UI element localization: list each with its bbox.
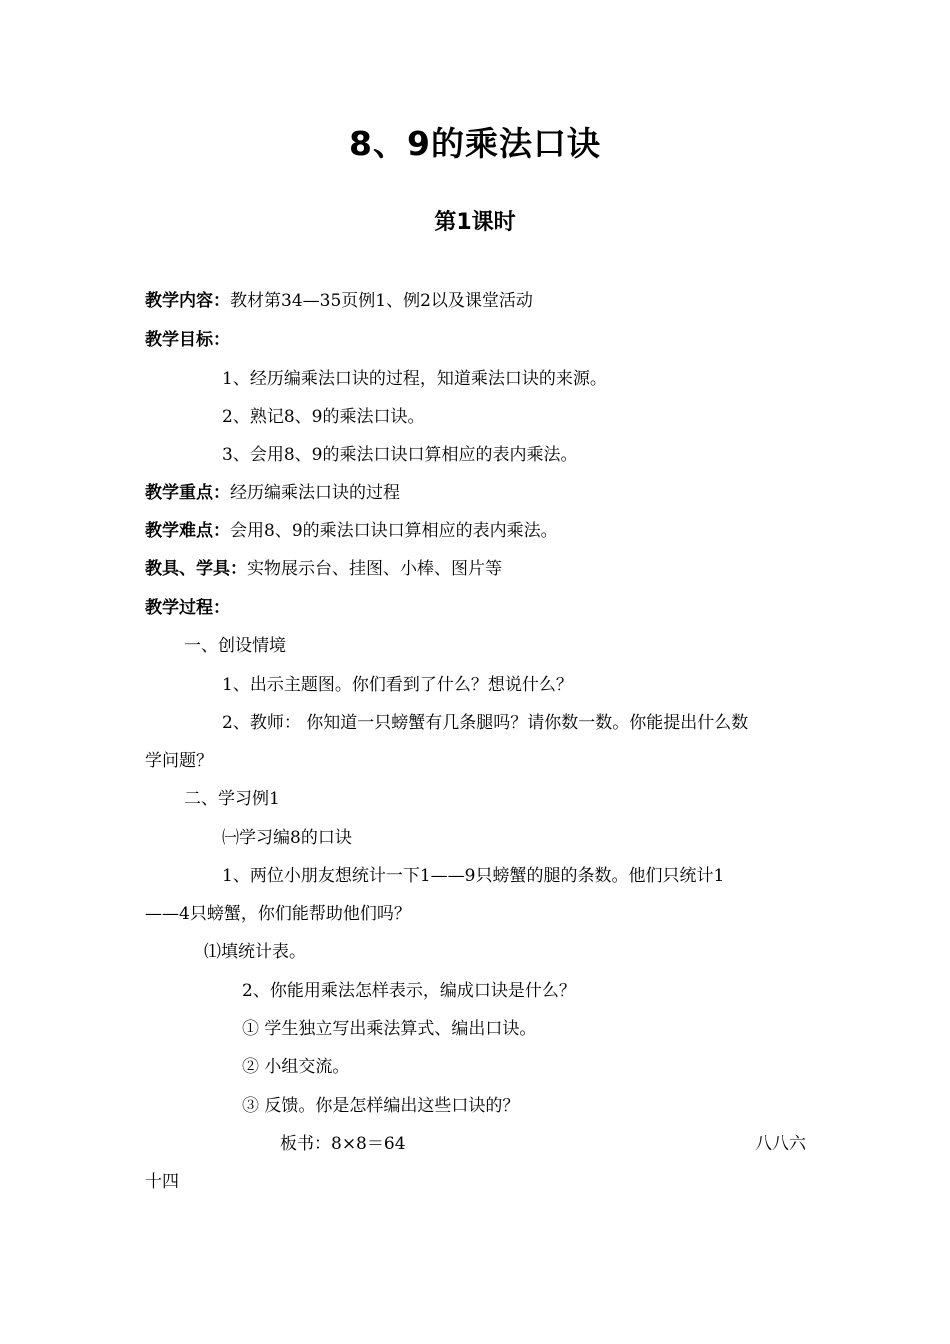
section-heading: 一、创设情境	[184, 636, 286, 656]
tools-row	[145, 557, 502, 581]
process-label: 教学过程：	[145, 598, 230, 618]
teaching-content-row	[145, 289, 533, 313]
key-point-row	[145, 481, 400, 505]
process-label-row	[145, 596, 230, 620]
difficulty-label: 教学难点：	[145, 521, 230, 541]
subsection-heading: ㈠学习编8的口诀	[222, 828, 352, 848]
goal-item: 3、会用8、9的乘法口诀口算相应的表内乘法。	[222, 445, 578, 465]
teaching-content-text: 教材第34—35页例1、例2以及课堂活动	[230, 291, 533, 311]
goal-item: 1、经历编乘法口诀的过程，知道乘法口诀的来源。	[222, 369, 607, 389]
list-item: ③ 反馈。你是怎样编出这些口诀的？	[242, 1096, 520, 1116]
teaching-goals-label: 教学目标：	[145, 330, 230, 350]
list-item: ② 小组交流。	[242, 1057, 350, 1077]
tools-label: 教具、学具：	[145, 559, 247, 579]
goal-item: 2、熟记8、9的乘法口诀。	[222, 407, 425, 427]
board-mnemonic-wrap: 十四	[145, 1172, 179, 1192]
lesson-subtitle: 第1课时	[434, 210, 516, 235]
paragraph-line: ——4只螃蟹，你们能帮助他们吗？	[145, 904, 411, 924]
key-point-text: 经历编乘法口诀的过程	[230, 483, 400, 503]
paragraph-line: 学问题？	[145, 751, 213, 771]
key-point-label: 教学重点：	[145, 483, 230, 503]
paragraph-line: 1、两位小朋友想统计一下1——9只螃蟹的腿的条数。他们只统计1	[222, 866, 725, 886]
list-item: ① 学生独立写出乘法算式、编出口诀。	[242, 1019, 537, 1039]
section-heading: 二、学习例1	[184, 789, 280, 809]
paragraph-line: 2、教师： 你知道一只螃蟹有几条腿吗？请你数一数。你能提出什么数	[222, 713, 749, 733]
difficulty-text: 会用8、9的乘法口诀口算相应的表内乘法。	[230, 521, 558, 541]
board-note: 板书：8×8＝64	[280, 1134, 406, 1154]
teaching-content-label: 教学内容：	[145, 291, 230, 311]
tools-text: 实物展示台、挂图、小棒、图片等	[247, 559, 502, 579]
page-title: 8、9的乘法口诀	[349, 124, 601, 163]
board-mnemonic: 八八六	[755, 1134, 806, 1154]
difficulty-row	[145, 519, 558, 543]
step-line: ⑴填统计表。	[204, 942, 306, 962]
paragraph-line: 1、出示主题图。你们看到了什么？想说什么？	[222, 675, 573, 695]
paragraph-line: 2、你能用乘法怎样表示，编成口诀是什么？	[242, 981, 576, 1001]
